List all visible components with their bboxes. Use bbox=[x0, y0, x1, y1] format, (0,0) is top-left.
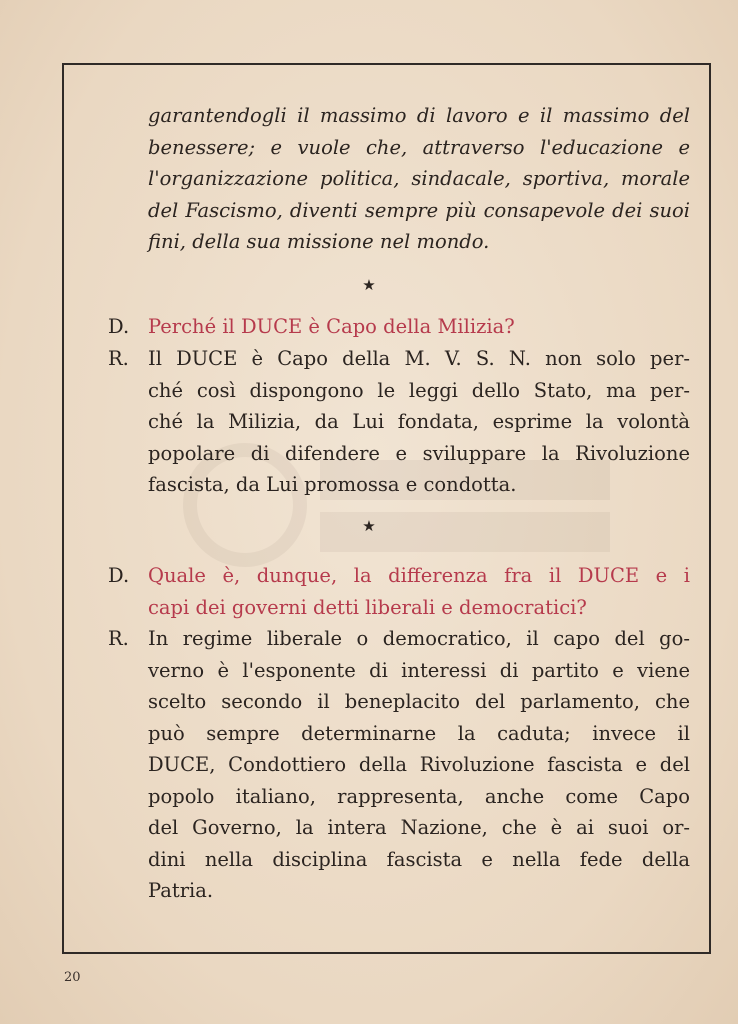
intro-line: benessere; e vuole che, attraverso l'educazione e bbox=[148, 135, 690, 159]
answer-line: dini nella disciplina fascista e nella fede della bbox=[148, 847, 690, 871]
question-marker: D. bbox=[108, 315, 130, 338]
answer-line: popolare di difendere e sviluppare la Rivoluzione bbox=[148, 441, 690, 465]
separator-star: ★ bbox=[362, 517, 376, 535]
answer-line: ché così dispongono le leggi dello Stato, ma per- bbox=[148, 378, 690, 402]
page-number: 20 bbox=[64, 970, 81, 985]
intro-line: garantendogli il massimo di lavoro e il massimo del bbox=[148, 104, 690, 127]
answer-line: ché la Milizia, da Lui fondata, esprime la volontà bbox=[148, 410, 690, 433]
answer-line: In regime liberale o democratico, il capo del go- bbox=[148, 627, 690, 650]
answer-line: del Governo, la intera Nazione, che è ai suoi or- bbox=[148, 816, 690, 839]
intro-line: fini, della sua missione nel mondo. bbox=[148, 230, 490, 253]
answer-line: può sempre determinarne la caduta; invece il bbox=[148, 721, 690, 745]
answer-marker: R. bbox=[108, 347, 129, 370]
answer-line: verno è l'esponente di interessi di partito e viene bbox=[148, 658, 690, 682]
question-line: capi dei governi detti liberali e democratici? bbox=[148, 595, 587, 619]
answer-line: scelto secondo il beneplacito del parlamento, che bbox=[148, 690, 690, 713]
question-line: Quale è, dunque, la differenza fra il DUCE e i bbox=[148, 564, 690, 587]
answer-line: Patria. bbox=[148, 879, 214, 902]
intro-line: del Fascismo, diventi sempre più consapevole dei suoi bbox=[148, 198, 690, 222]
answer-line: Il DUCE è Capo della M. V. S. N. non solo per- bbox=[148, 347, 690, 370]
question-marker: D. bbox=[108, 564, 130, 587]
answer-line: DUCE, Condottiero della Rivoluzione fascista e del bbox=[148, 753, 690, 776]
separator-star: ★ bbox=[362, 276, 376, 294]
answer-marker: R. bbox=[108, 627, 129, 650]
intro-line: l'organizzazione politica, sindacale, sportiva, morale bbox=[148, 167, 690, 190]
question-line: Perché il DUCE è Capo della Milizia? bbox=[148, 315, 515, 338]
answer-line: fascista, da Lui promossa e condotta. bbox=[148, 473, 517, 496]
answer-line: popolo italiano, rappresenta, anche come Capo bbox=[148, 784, 690, 808]
answer-text bbox=[148, 343, 690, 501]
question-text bbox=[148, 560, 690, 623]
question-text bbox=[148, 311, 690, 343]
answer-text bbox=[148, 623, 690, 907]
intro-paragraph bbox=[148, 100, 690, 258]
